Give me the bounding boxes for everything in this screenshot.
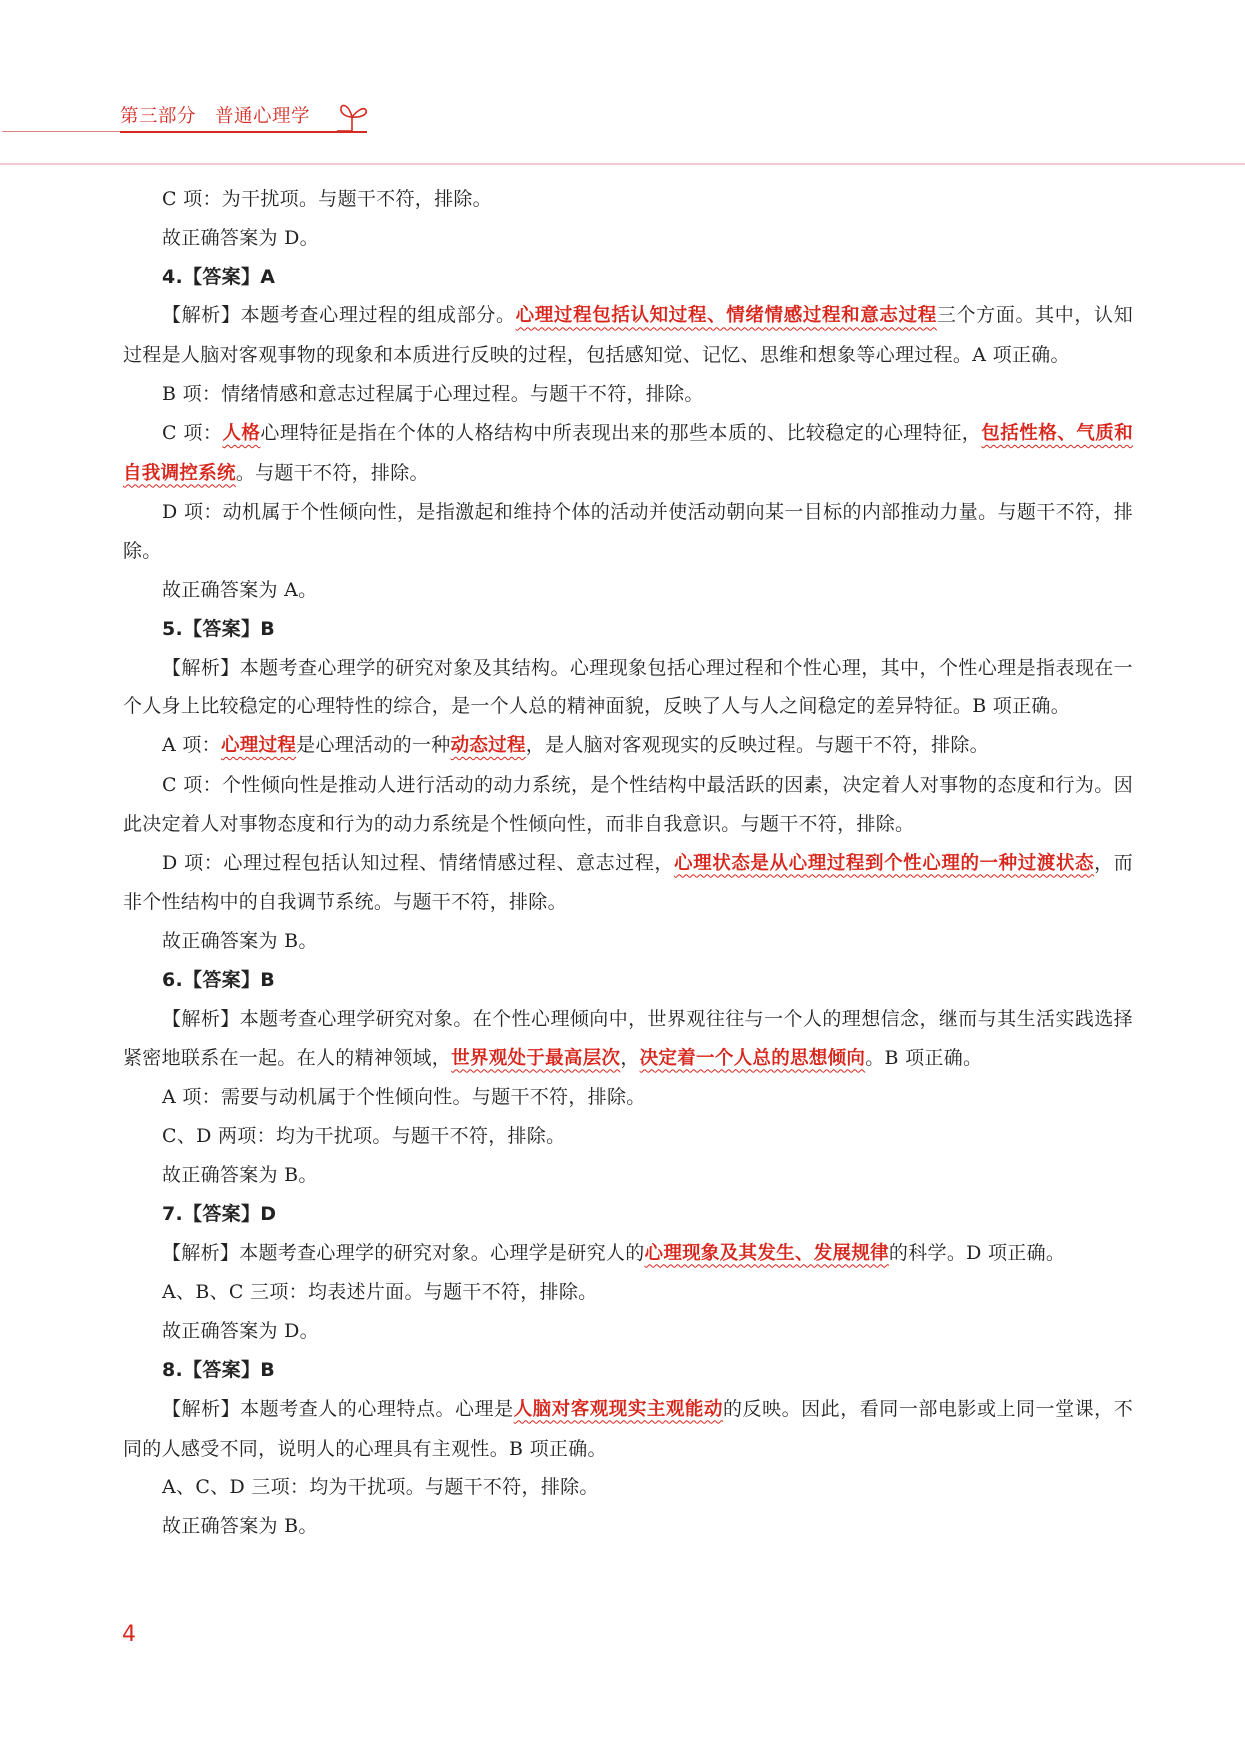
paragraph bbox=[123, 1156, 1133, 1195]
paragraph bbox=[123, 1078, 1133, 1117]
paragraph bbox=[123, 571, 1133, 610]
paragraph bbox=[123, 1312, 1133, 1351]
paragraph bbox=[123, 493, 1133, 571]
body-text: C 项： bbox=[162, 421, 223, 444]
body-text: C 项：个性倾向性是推动人进行活动的动力系统，是个性结构中最活跃的因素，决定着人对事物的态度和行为。因此决定着人对事物态度和行为的动力系统是个性倾向性，而非自我意识。与题干不符，排除。 bbox=[123, 773, 1133, 835]
highlighted-keyphrase: 心理过程 bbox=[220, 735, 297, 757]
answer-heading: 8.【答案】B bbox=[162, 1358, 276, 1381]
body-text: 的反映。因此，看同一部电影或上同一堂课，不同的人感受不同，说明人的心理具有主观性。B 项正确。 bbox=[123, 1397, 1133, 1460]
body-text: 【解析】本题考查心理学的研究对象。心理学是研究人的 bbox=[162, 1241, 645, 1264]
body-text: B 项：情绪情感和意志过程属于心理过程。与题干不符，排除。 bbox=[162, 382, 704, 405]
body-text: 三个方面。其中，认知过程是人脑对客观事物的现象和本质进行反映的过程，包括感知觉、记忆、思维和想象等心理过程。A 项正确。 bbox=[123, 304, 1133, 367]
document-body bbox=[123, 180, 1133, 1546]
body-text: 故正确答案为 D。 bbox=[162, 226, 319, 249]
section-title: 第三部分 普通心理学 bbox=[120, 106, 311, 127]
paragraph bbox=[123, 1273, 1133, 1312]
paragraph bbox=[123, 1468, 1133, 1507]
paragraph bbox=[123, 610, 1133, 649]
paragraph bbox=[123, 726, 1133, 766]
body-text: 故正确答案为 B。 bbox=[162, 930, 318, 953]
paragraph bbox=[123, 961, 1133, 1000]
body-text: 是心理活动的一种 bbox=[296, 734, 451, 757]
highlighted-keyphrase: 动态过程 bbox=[450, 735, 526, 757]
answer-heading: 5.【答案】B bbox=[162, 617, 276, 640]
highlighted-keyphrase: 心理状态是从心理过程到个性心理的一种过渡状态 bbox=[674, 852, 1095, 874]
body-text: C、D 两项：均为干扰项。与题干不符，排除。 bbox=[162, 1125, 566, 1148]
body-text: 的科学。D 项正确。 bbox=[888, 1241, 1066, 1264]
paragraph bbox=[123, 766, 1133, 844]
body-text: 心理特征是指在个体的人格结构中所表现出来的那些本质的、比较稳定的心理特征， bbox=[260, 421, 982, 444]
paragraph bbox=[123, 844, 1133, 923]
paragraph bbox=[123, 1507, 1133, 1546]
paragraph bbox=[123, 1390, 1133, 1469]
body-text: 【解析】本题考查心理过程的组成部分。 bbox=[162, 304, 516, 327]
page-header bbox=[0, 0, 1245, 170]
highlighted-keyphrase: 世界观处于最高层次 bbox=[451, 1047, 621, 1069]
paragraph bbox=[123, 1351, 1133, 1390]
body-text: 【解析】本题考查人的心理特点。心理是 bbox=[162, 1397, 514, 1420]
answer-heading: 7.【答案】D bbox=[162, 1202, 277, 1225]
paragraph bbox=[123, 296, 1133, 375]
paragraph bbox=[123, 922, 1133, 961]
paragraph bbox=[123, 375, 1133, 414]
answer-heading: 4.【答案】A bbox=[162, 265, 276, 288]
body-text: 故正确答案为 B。 bbox=[162, 1163, 318, 1186]
body-text: 【解析】本题考查心理学的研究对象及其结构。心理现象包括心理过程和个性心理，其中，个性心理是指表现在一个人身上比较稳定的心理特性的综合，是一个人总的精神面貌，反映了人与人之间稳定的差异特征。B 项正确。 bbox=[123, 656, 1133, 718]
highlighted-keyphrase: 包括性格、气质和自我调控系统 bbox=[123, 422, 1133, 484]
header-divider bbox=[0, 163, 1245, 165]
body-text: A 项： bbox=[162, 734, 221, 757]
header-rule bbox=[120, 131, 367, 133]
paragraph bbox=[123, 1000, 1133, 1079]
highlighted-keyphrase: 心理现象及其发生、发展规律 bbox=[644, 1242, 889, 1264]
body-text: 。B 项正确。 bbox=[865, 1046, 983, 1069]
paragraph bbox=[123, 219, 1133, 258]
header-rule-left bbox=[2, 131, 120, 132]
body-text: A 项：需要与动机属于个性倾向性。与题干不符，排除。 bbox=[162, 1086, 646, 1109]
sprout-icon bbox=[335, 100, 369, 134]
body-text: 。与题干不符，排除。 bbox=[235, 461, 429, 484]
paragraph bbox=[123, 1234, 1133, 1274]
body-text: 故正确答案为 D。 bbox=[162, 1320, 319, 1343]
highlighted-keyphrase: 人脑对客观现实主观能动 bbox=[513, 1398, 724, 1420]
body-text: ，而非个性结构中的自我调节系统。与题干不符，排除。 bbox=[123, 851, 1134, 914]
body-text: ， bbox=[620, 1046, 640, 1069]
body-text: ，是人脑对客观现实的反映过程。与题干不符，排除。 bbox=[525, 734, 989, 757]
body-text: A、C、D 三项：均为干扰项。与题干不符，排除。 bbox=[162, 1476, 599, 1499]
paragraph bbox=[123, 414, 1133, 494]
paragraph bbox=[123, 1117, 1133, 1156]
body-text: A、B、C 三项：均表述片面。与题干不符，排除。 bbox=[162, 1281, 598, 1304]
paragraph bbox=[123, 258, 1133, 297]
highlighted-keyphrase: 人格 bbox=[222, 422, 261, 444]
paragraph bbox=[123, 180, 1133, 219]
body-text: 故正确答案为 A。 bbox=[162, 578, 318, 601]
body-text: D 项：动机属于个性倾向性，是指激起和维持个体的活动并使活动朝向某一目标的内部推动力量。与题干不符，排除。 bbox=[123, 501, 1133, 563]
highlighted-keyphrase: 心理过程包括认知过程、情绪情感过程和意志过程 bbox=[515, 305, 937, 327]
highlighted-keyphrase: 决定着一个人总的思想倾向 bbox=[639, 1047, 866, 1069]
body-text: C 项：为干扰项。与题干不符，排除。 bbox=[162, 188, 492, 210]
body-text: 故正确答案为 B。 bbox=[162, 1515, 318, 1538]
answer-heading: 6.【答案】B bbox=[162, 968, 276, 991]
body-text: D 项：心理过程包括认知过程、情绪情感过程、意志过程， bbox=[162, 851, 675, 874]
paragraph bbox=[123, 649, 1133, 727]
paragraph bbox=[123, 1195, 1133, 1234]
body-text: 【解析】本题考查心理学研究对象。在个性心理倾向中，世界观往往与一个人的理想信念，继而与其生活实践选择紧密地联系在一起。在人的精神领域， bbox=[123, 1007, 1133, 1069]
page-number: 4 bbox=[122, 1622, 136, 1647]
